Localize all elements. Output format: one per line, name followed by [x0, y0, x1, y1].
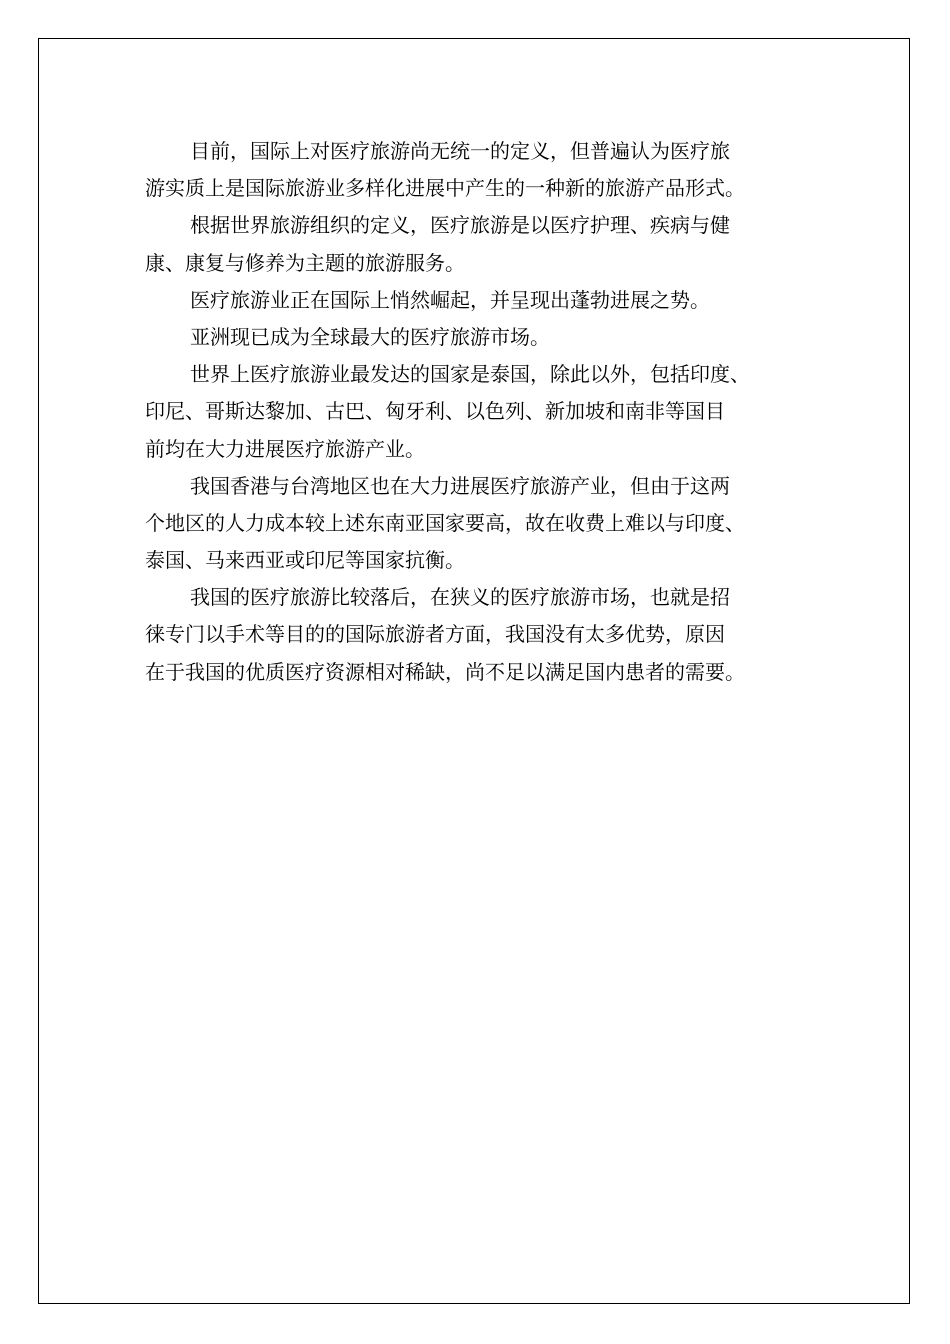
paragraph-line: 根据世界旅游组织的定义，医疗旅游是以医疗护理、疾病与健 — [190, 213, 730, 238]
paragraph-line: 泰国、马来西亚或印尼等国家抗衡。 — [145, 548, 465, 573]
paragraph-line: 康、康复与修养为主题的旅游服务。 — [145, 250, 465, 275]
paragraph-line: 印尼、哥斯达黎加、古巴、匈牙利、以色列、新加坡和南非等国目 — [145, 399, 725, 424]
paragraph-line: 目前，国际上对医疗旅游尚无统一的定义，但普遍认为医疗旅 — [190, 139, 730, 163]
paragraph-line: 个地区的人力成本较上述东南亚国家要高，故在收费上难以与印度、 — [145, 510, 745, 535]
paragraph-line: 在于我国的优质医疗资源相对稀缺，尚不足以满足国内患者的需要。 — [145, 659, 745, 684]
paragraph-line: 前均在大力进展医疗旅游产业。 — [145, 436, 425, 461]
paragraph-line: 游实质上是国际旅游业多样化进展中产生的一种新的旅游产品形式。 — [145, 176, 745, 201]
paragraph-line: 我国香港与台湾地区也在大力进展医疗旅游产业，但由于这两 — [190, 473, 730, 498]
paragraph-line: 徕专门以手术等目的的国际旅游者方面，我国没有太多优势，原因 — [145, 622, 725, 647]
paragraph-line: 亚洲现已成为全球最大的医疗旅游市场。 — [190, 324, 550, 349]
paragraph-line: 世界上医疗旅游业最发达的国家是泰国，除此以外，包括印度、 — [190, 362, 750, 387]
paragraph-line: 我国的医疗旅游比较落后，在狭义的医疗旅游市场，也就是招 — [190, 585, 730, 610]
document-body — [145, 133, 811, 691]
paragraph-line: 医疗旅游业正在国际上悄然崛起，并呈现出蓬勃进展之势。 — [190, 287, 710, 312]
